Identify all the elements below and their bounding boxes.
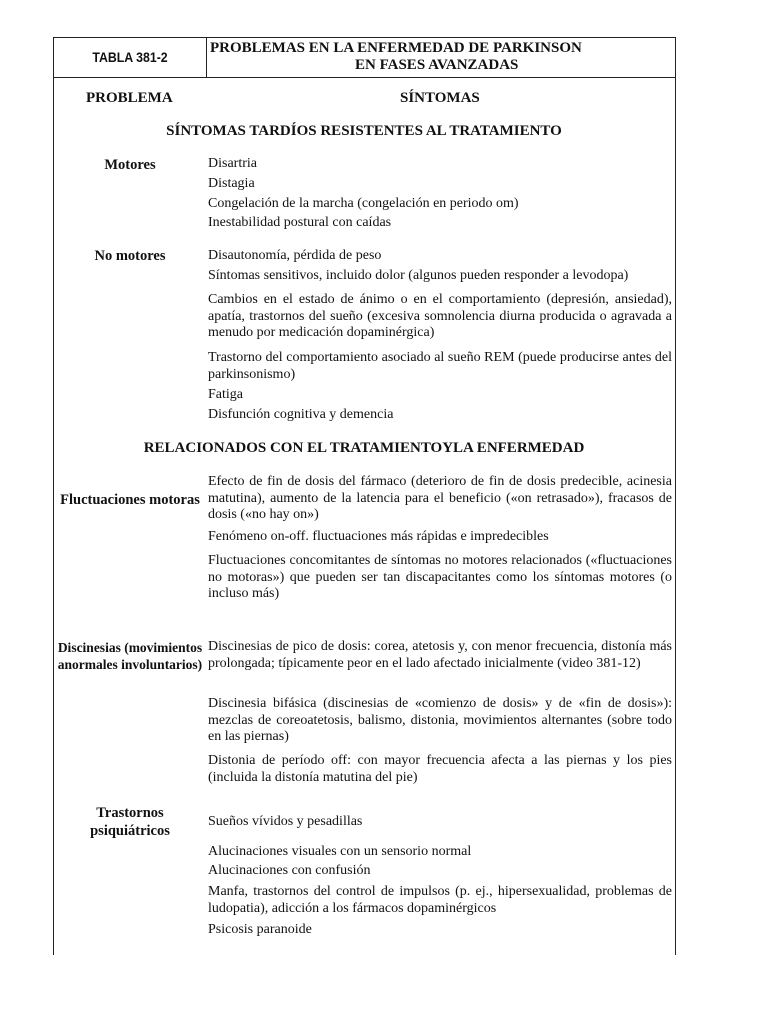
row-label-fluctuaciones: Fluctuaciones motoras: [60, 492, 200, 508]
header-divider: [206, 37, 207, 77]
symptom-item: Discinesia bifásica (discinesias de «comienzo de dosis» y de «fin de dosis»): mezclas de coreoatetosis, balismo, distonia, movimientos alternantes (sobre todo en las piernas): [208, 696, 672, 744]
column-header-symptoms: SÍNTOMAS: [400, 90, 480, 106]
symptom-item: Fluctuaciones concomitantes de síntomas no motores relacionados («fluctuaciones no motoras») que pueden ser tan discapacitantes como los síntomas motores (o incluso más): [208, 553, 672, 601]
symptom-item: Fatiga: [208, 387, 243, 402]
section-heading-late: SÍNTOMAS TARDÍOS RESISTENTES AL TRATAMIENTO: [166, 123, 562, 139]
symptom-item: Síntomas sensitivos, incluido dolor (algunos pueden responder a levodopa): [208, 268, 629, 283]
symptom-item: Psicosis paranoide: [208, 922, 312, 937]
row-label-no-motores: No motores: [94, 248, 166, 264]
row-label-discinesias: [53, 639, 207, 673]
section-heading-related: RELACIONADOS CON EL TRATAMIENTOYLA ENFERMEDAD: [143, 440, 585, 456]
symptom-item: Fenómeno on-off. fluctuaciones más rápidas e impredecibles: [208, 529, 549, 544]
row-label-psiquiatricos-line1: Trastornos: [96, 805, 164, 821]
symptom-item: Disfunción cognitiva y demencia: [208, 407, 394, 422]
column-header-problem: PROBLEMA: [86, 90, 173, 106]
symptom-item: Manfa, trastornos del control de impulsos (p. ej., hipersexualidad, problemas de ludopatia), adicción a los fármacos dopaminérgicos: [208, 884, 672, 916]
symptom-item: Discinesias de pico de dosis: corea, atetosis y, con menor frecuencia, distonía más prolongada; típicamente peor en el lado afectado inicialmente (video 381-12): [208, 639, 672, 671]
symptom-item: Congelación de la marcha (congelación en periodo om): [208, 196, 519, 211]
symptom-item: Disartria: [208, 156, 257, 171]
row-label-motores: Motores: [104, 157, 156, 173]
symptom-item: Inestabilidad postural con caídas: [208, 215, 392, 230]
symptom-item: Sueños vívidos y pesadillas: [208, 814, 363, 829]
table-title-line1: PROBLEMAS EN LA ENFERMEDAD DE PARKINSON: [210, 40, 582, 56]
row-label-psiquiatricos: [54, 804, 206, 840]
symptom-item: Distagia: [208, 176, 255, 191]
table-title-line2: EN FASES AVANZADAS: [355, 57, 519, 73]
symptom-item: Cambios en el estado de ánimo o en el comportamiento (depresión, ansiedad), apatía, trastornos del sueño (excesiva somnolencia diurna producida o agravada a menudo por medicación dopaminérgica): [208, 292, 672, 340]
table-label: TABLA 381-2: [92, 49, 168, 65]
symptom-item: Efecto de fin de dosis del fármaco (deterioro de fin de dosis predecible, acinesia matutina), aumento de la latencia para el beneficio («on retrasado»), fracasos de dosis («no hay on»): [208, 474, 672, 522]
symptom-item: Trastorno del comportamiento asociado al sueño REM (puede producirse antes del parkinsonismo): [208, 350, 672, 382]
symptom-item: Alucinaciones con confusión: [208, 863, 371, 878]
symptom-item: Distonia de período off: con mayor frecuencia afecta a las piernas y los pies (incluida la distonía matutina del pie): [208, 753, 672, 785]
row-label-discinesias-line1: Discinesias (movimientos: [57, 640, 203, 655]
table-title: [210, 40, 670, 74]
symptom-item: Alucinaciones visuales con un sensorio normal: [208, 844, 472, 859]
row-label-discinesias-line2: anormales involuntarios): [57, 657, 203, 672]
row-label-psiquiatricos-line2: psiquiátricos: [90, 823, 170, 839]
symptom-item: Disautonomía, pérdida de peso: [208, 248, 382, 263]
